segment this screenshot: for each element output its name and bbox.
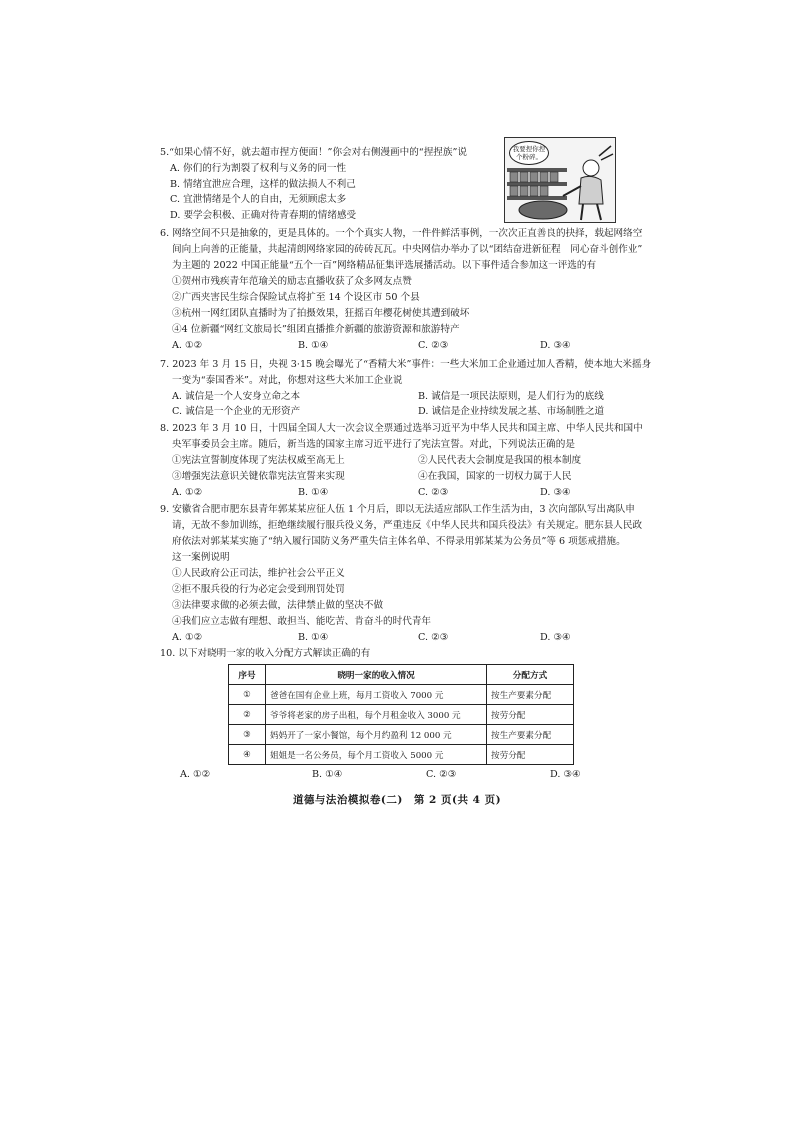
q6-line-1: 6. 网络空间不只是抽象的，更是具体的。一个个真实人物，一件件鲜活事例，一次次正直善良的抉择，载起网络空 bbox=[160, 228, 643, 239]
q10-option-d: D. ③④ bbox=[550, 769, 581, 780]
q7-option-b: B. 诚信是一项民法原则，是人们行为的底线 bbox=[418, 391, 604, 402]
q8-line-2: 央军事委员会主席。随后，新当选的国家主席习近平进行了宪法宣誓。对此，下列说法正确的是 bbox=[172, 439, 575, 450]
header-income: 晓明一家的收入情况 bbox=[266, 665, 487, 685]
q6-option-b: B. ①④ bbox=[298, 340, 329, 351]
row-income: 妈妈开了一家小餐馆，每个月约盈利 12 000 元 bbox=[266, 725, 487, 745]
q6-statement-4: ④4 位新疆“网红文旅局长”组团直播推介新疆的旅游资源和旅游特产 bbox=[172, 324, 460, 335]
q9-line-4: 这一案例说明 bbox=[172, 552, 230, 563]
q8-option-d: D. ③④ bbox=[540, 487, 571, 498]
q6-statement-1: ①贺州市残疾青年范瑜关的励志直播收获了众多网友点赞 bbox=[172, 276, 412, 287]
q8-statement-4: ④在我国，国家的一切权力属于人民 bbox=[418, 471, 572, 482]
q9-line-2: 请，无故不参加训练，拒绝继续履行服兵役义务，严重违反《中华人民共和国兵役法》有关规定。肥东县人民政 bbox=[172, 520, 643, 531]
q6-line-2: 间向上向善的正能量，共起清朗网络家园的砖砖瓦瓦。中央网信办举办了以“团结奋进新征程 同心奋斗创作业” bbox=[172, 244, 643, 255]
row-income: 爸爸在国有企业上班，每月工资收入 7000 元 bbox=[266, 685, 487, 705]
q5-option-b: B. 情绪宜泄应合理，这样的做法损人不利己 bbox=[170, 179, 356, 190]
row-income: 爷爷将老家的房子出租，每个月租金收入 3000 元 bbox=[266, 705, 487, 725]
table-row bbox=[229, 745, 574, 765]
q8-option-c: C. ②③ bbox=[418, 487, 449, 498]
q8-statement-1: ①宪法宣誓制度体现了宪法权威至高无上 bbox=[172, 455, 345, 466]
row-number: ④ bbox=[229, 745, 266, 765]
q10-option-a: A. ①② bbox=[180, 769, 211, 780]
q9-option-d: D. ③④ bbox=[540, 632, 571, 643]
cartoon-image bbox=[504, 137, 616, 223]
q6-statement-2: ②广西夹害民生综合保险试点将扩至 14 个设区市 50 个县 bbox=[172, 292, 420, 303]
q9-option-b: B. ①④ bbox=[298, 632, 329, 643]
q8-option-a: A. ①② bbox=[172, 487, 203, 498]
q10-option-b: B. ①④ bbox=[312, 769, 343, 780]
q6-option-c: C. ②③ bbox=[418, 340, 449, 351]
page-footer: 道德与法治模拟卷(二) 第 2 页(共 4 页) bbox=[292, 794, 502, 806]
q9-option-a: A. ①② bbox=[172, 632, 203, 643]
row-number: ③ bbox=[229, 725, 266, 745]
q8-option-b: B. ①④ bbox=[298, 487, 329, 498]
q9-statement-2: ②拒不服兵役的行为必定会受到刑罚处罚 bbox=[172, 584, 345, 595]
cartoon-drawing bbox=[505, 138, 615, 222]
q9-statement-1: ①人民政府公正司法，维护社会公平正义 bbox=[172, 568, 345, 579]
table-row bbox=[229, 685, 574, 705]
q6-line-3: 为主题的 2022 中国正能量“五个一百”网络精品征集评选展播活动。以下事件适合参加这一评选的有 bbox=[172, 260, 597, 271]
q6-statement-3: ③杭州一网红团队直播时为了拍摄效果，狂摇百年樱花树使其遭到破坏 bbox=[172, 308, 470, 319]
q8-line-1: 8. 2023 年 3 月 10 日，十四届全国人大一次会议全票通过选举习近平为中华人民共和国主席、中华人民共和国中 bbox=[160, 423, 643, 434]
q7-option-a: A. 诚信是一个人安身立命之本 bbox=[172, 391, 301, 402]
income-table bbox=[228, 664, 574, 765]
row-income: 姐姐是一名公务员，每个月工资收入 5000 元 bbox=[266, 745, 487, 765]
q5-option-c: C. 宜泄情绪是个人的自由，无须顾虑太多 bbox=[170, 194, 347, 205]
q7-line-1: 7. 2023 年 3 月 15 日，央视 3·15 晚会曝光了“香精大米”事件：一些大米加工企业通过加人香精，使本地大米摇身 bbox=[160, 359, 652, 370]
q7-option-d: D. 诚信是企业持续发展之基、市场制胜之道 bbox=[418, 406, 605, 417]
q9-line-3: 府依法对郭某某实施了“纳入履行国防义务严重失信主体名单、不得录用郭某某为公务员”等 6 项惩戒措施。 bbox=[172, 536, 626, 547]
row-number: ① bbox=[229, 685, 266, 705]
q10-option-c: C. ②③ bbox=[426, 769, 457, 780]
q9-line-1: 9. 安徽省合肥市肥东县青年郭某某应征人伍 1 个月后，即以无法适应部队工作生活为由，3 次向部队写出离队申 bbox=[160, 504, 635, 515]
row-method: 按生产要素分配 bbox=[487, 725, 574, 745]
q8-statement-3: ③增强宪法意识关键依靠宪法宣誓来实现 bbox=[172, 471, 345, 482]
row-method: 按生产要素分配 bbox=[487, 685, 574, 705]
q5-option-d: D. 要学会积极、正确对待青春期的情绪感受 bbox=[170, 210, 357, 221]
table-header-row bbox=[229, 665, 574, 685]
table-row bbox=[229, 705, 574, 725]
header-number: 序号 bbox=[229, 665, 266, 685]
cartoon-speech-bubble: 我要捏你捏个粉碎。 bbox=[509, 141, 549, 165]
row-method: 按劳分配 bbox=[487, 745, 574, 765]
q10-stem: 10. 以下对晓明一家的收入分配方式解读正确的有 bbox=[160, 648, 371, 659]
q5-stem: 5.“如果心情不好，就去超市捏方便面！”你会对右侧漫画中的“捏捏族”说 bbox=[160, 147, 467, 158]
q8-statement-2: ②人民代表大会制度是我国的根本制度 bbox=[418, 455, 582, 466]
row-method: 按劳分配 bbox=[487, 705, 574, 725]
q6-option-a: A. ①② bbox=[172, 340, 203, 351]
q6-option-d: D. ③④ bbox=[540, 340, 571, 351]
q9-statement-4: ④我们应立志做有理想、敢担当、能吃苦、肯奋斗的时代青年 bbox=[172, 616, 432, 627]
header-method: 分配方式 bbox=[487, 665, 574, 685]
q5-option-a: A. 你们的行为割裂了权利与义务的同一性 bbox=[170, 163, 347, 174]
q7-option-c: C. 诚信是一个企业的无形资产 bbox=[172, 406, 301, 417]
row-number: ② bbox=[229, 705, 266, 725]
q7-line-2: 一变为“泰国香米”。对此，你想对这些大米加工企业说 bbox=[172, 375, 403, 386]
q9-statement-3: ③法律要求做的必须去做，法律禁止做的坚决不做 bbox=[172, 600, 384, 611]
table-row bbox=[229, 725, 574, 745]
q9-option-c: C. ②③ bbox=[418, 632, 449, 643]
